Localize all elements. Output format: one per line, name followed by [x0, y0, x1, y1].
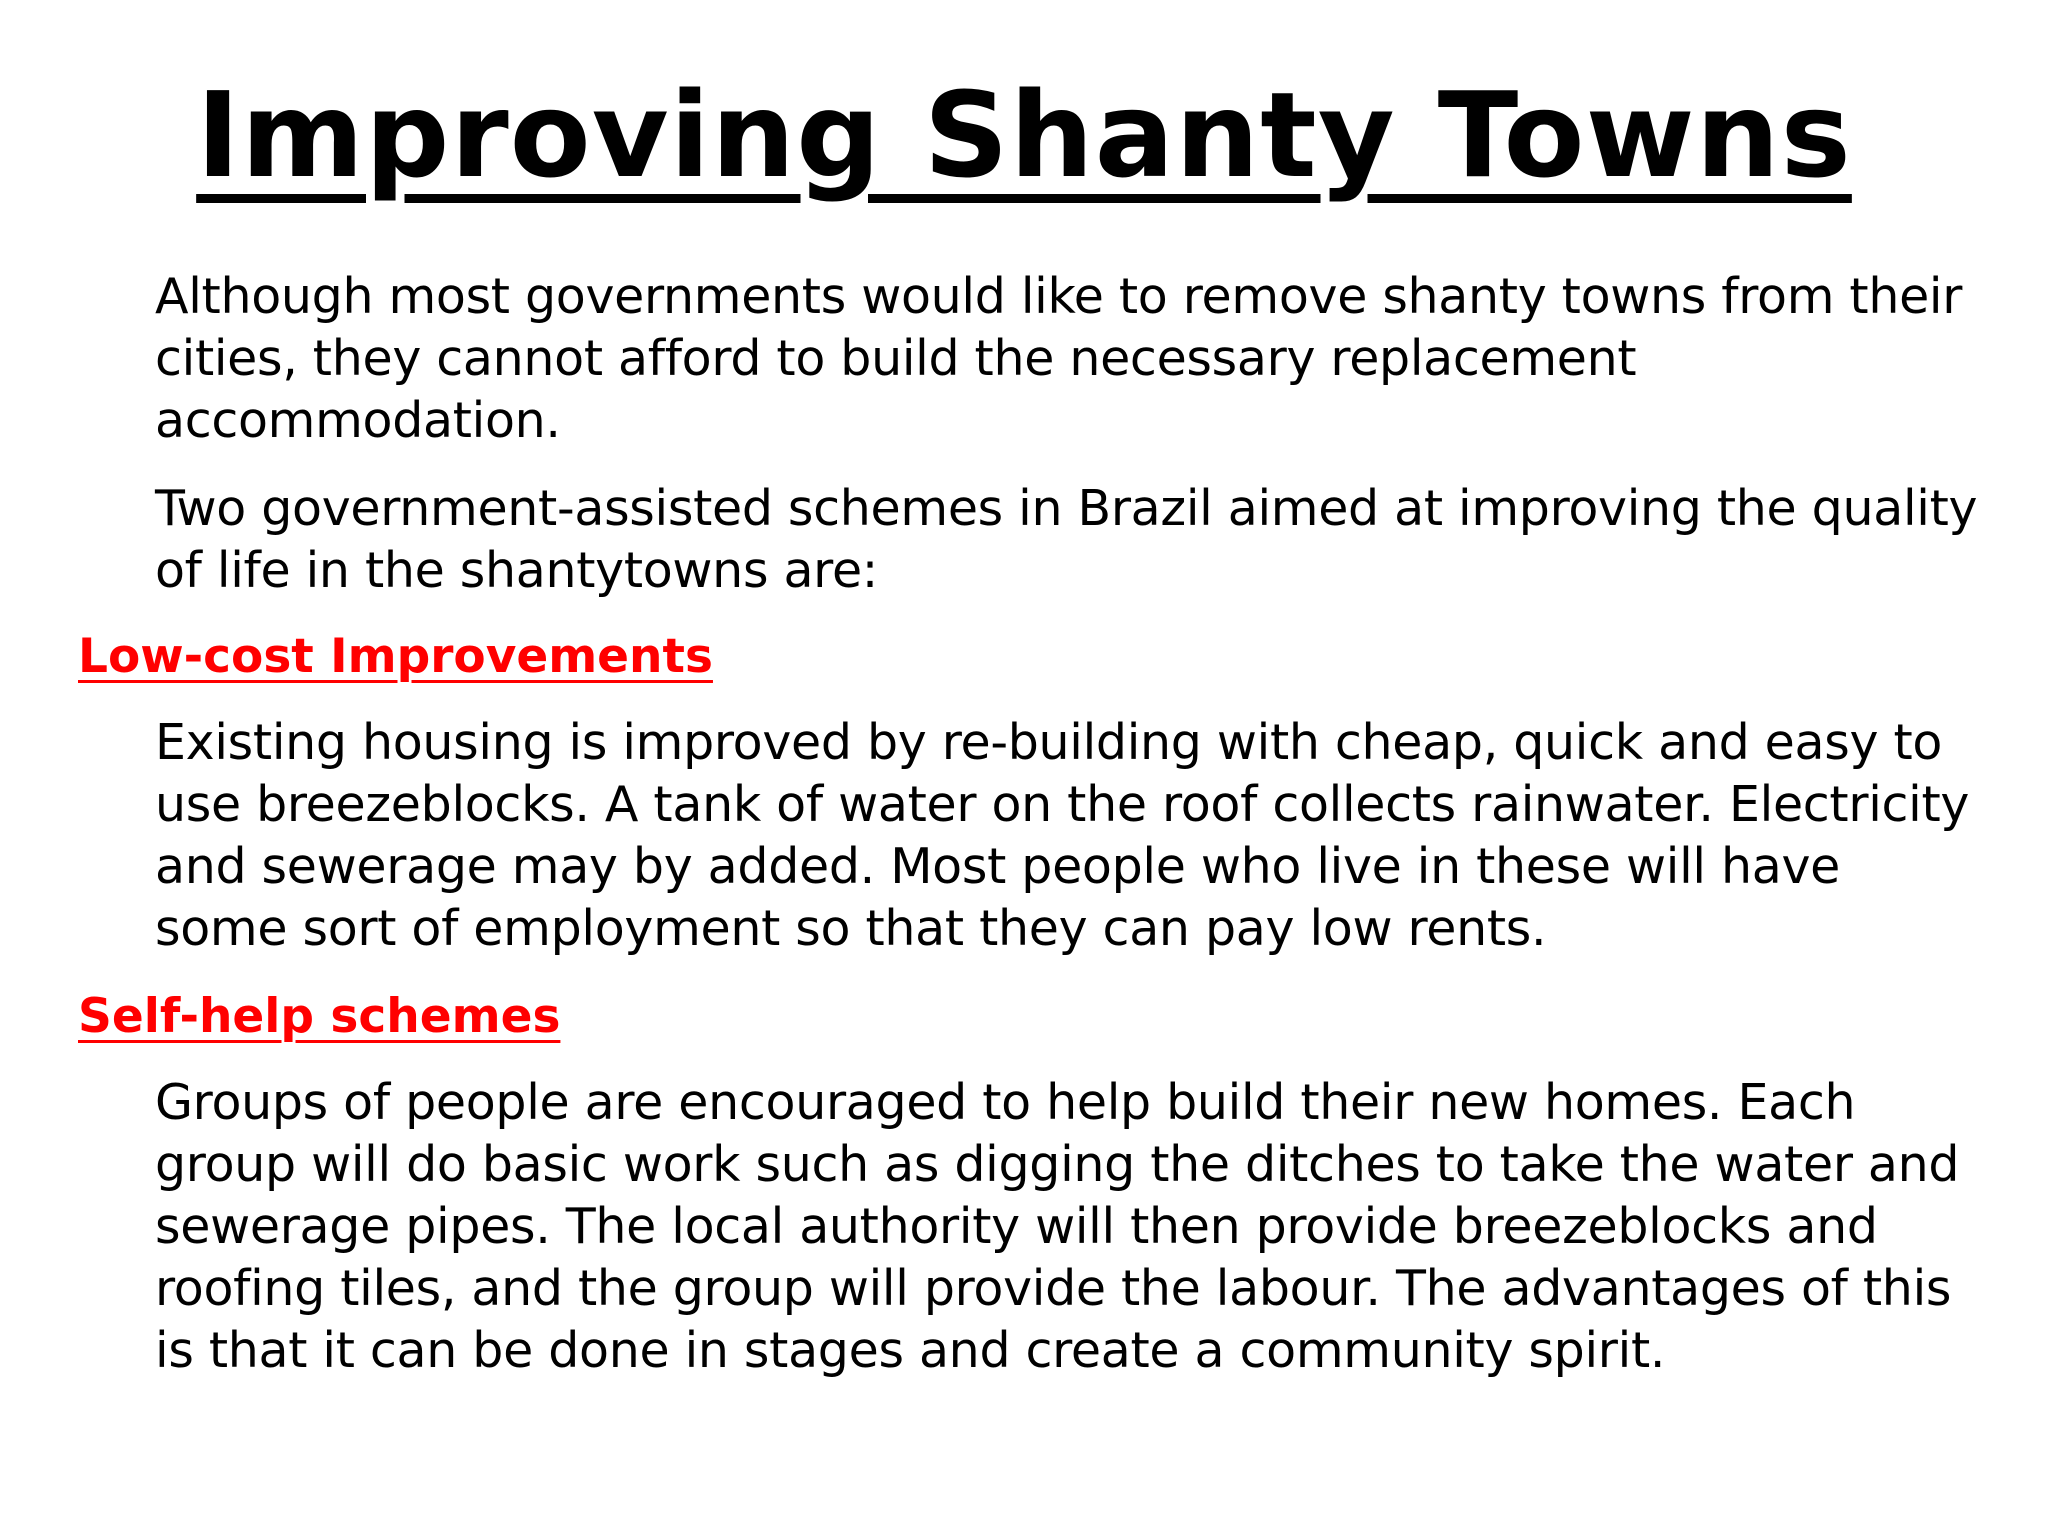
section-heading-self-help: Self-help schemes	[78, 989, 561, 1044]
schemes-intro-paragraph: Two government-assisted schemes in Brazil aimed at improving the quality of life in the shantytowns are:	[155, 480, 1978, 599]
intro-paragraph: Although most governments would like to remove shanty towns from their cities, they cannot afford to build the necessary replacement accommodation.	[155, 268, 1963, 449]
section-body-self-help: Groups of people are encouraged to help build their new homes. Each group will do basic work such as digging the ditches to take the water and sewerage pipes. The local authority will then provide breezeblocks and roofing tiles, and the group will provide the labour. The advantages of this is that it can be done in stages and create a community spirit.	[155, 1074, 1960, 1379]
page-title	[0, 60, 2048, 210]
section-heading-low-cost: Low-cost Improvements	[78, 629, 713, 684]
page-title-text: Improving Shanty Towns	[196, 66, 1852, 204]
section-body-low-cost: Existing housing is improved by re-building with cheap, quick and easy to use breezeblocks. A tank of water on the roof collects rainwater. Electricity and sewerage may by added. Most people who live in these will have some sort of employment so that they can pay low rents.	[155, 714, 1970, 957]
